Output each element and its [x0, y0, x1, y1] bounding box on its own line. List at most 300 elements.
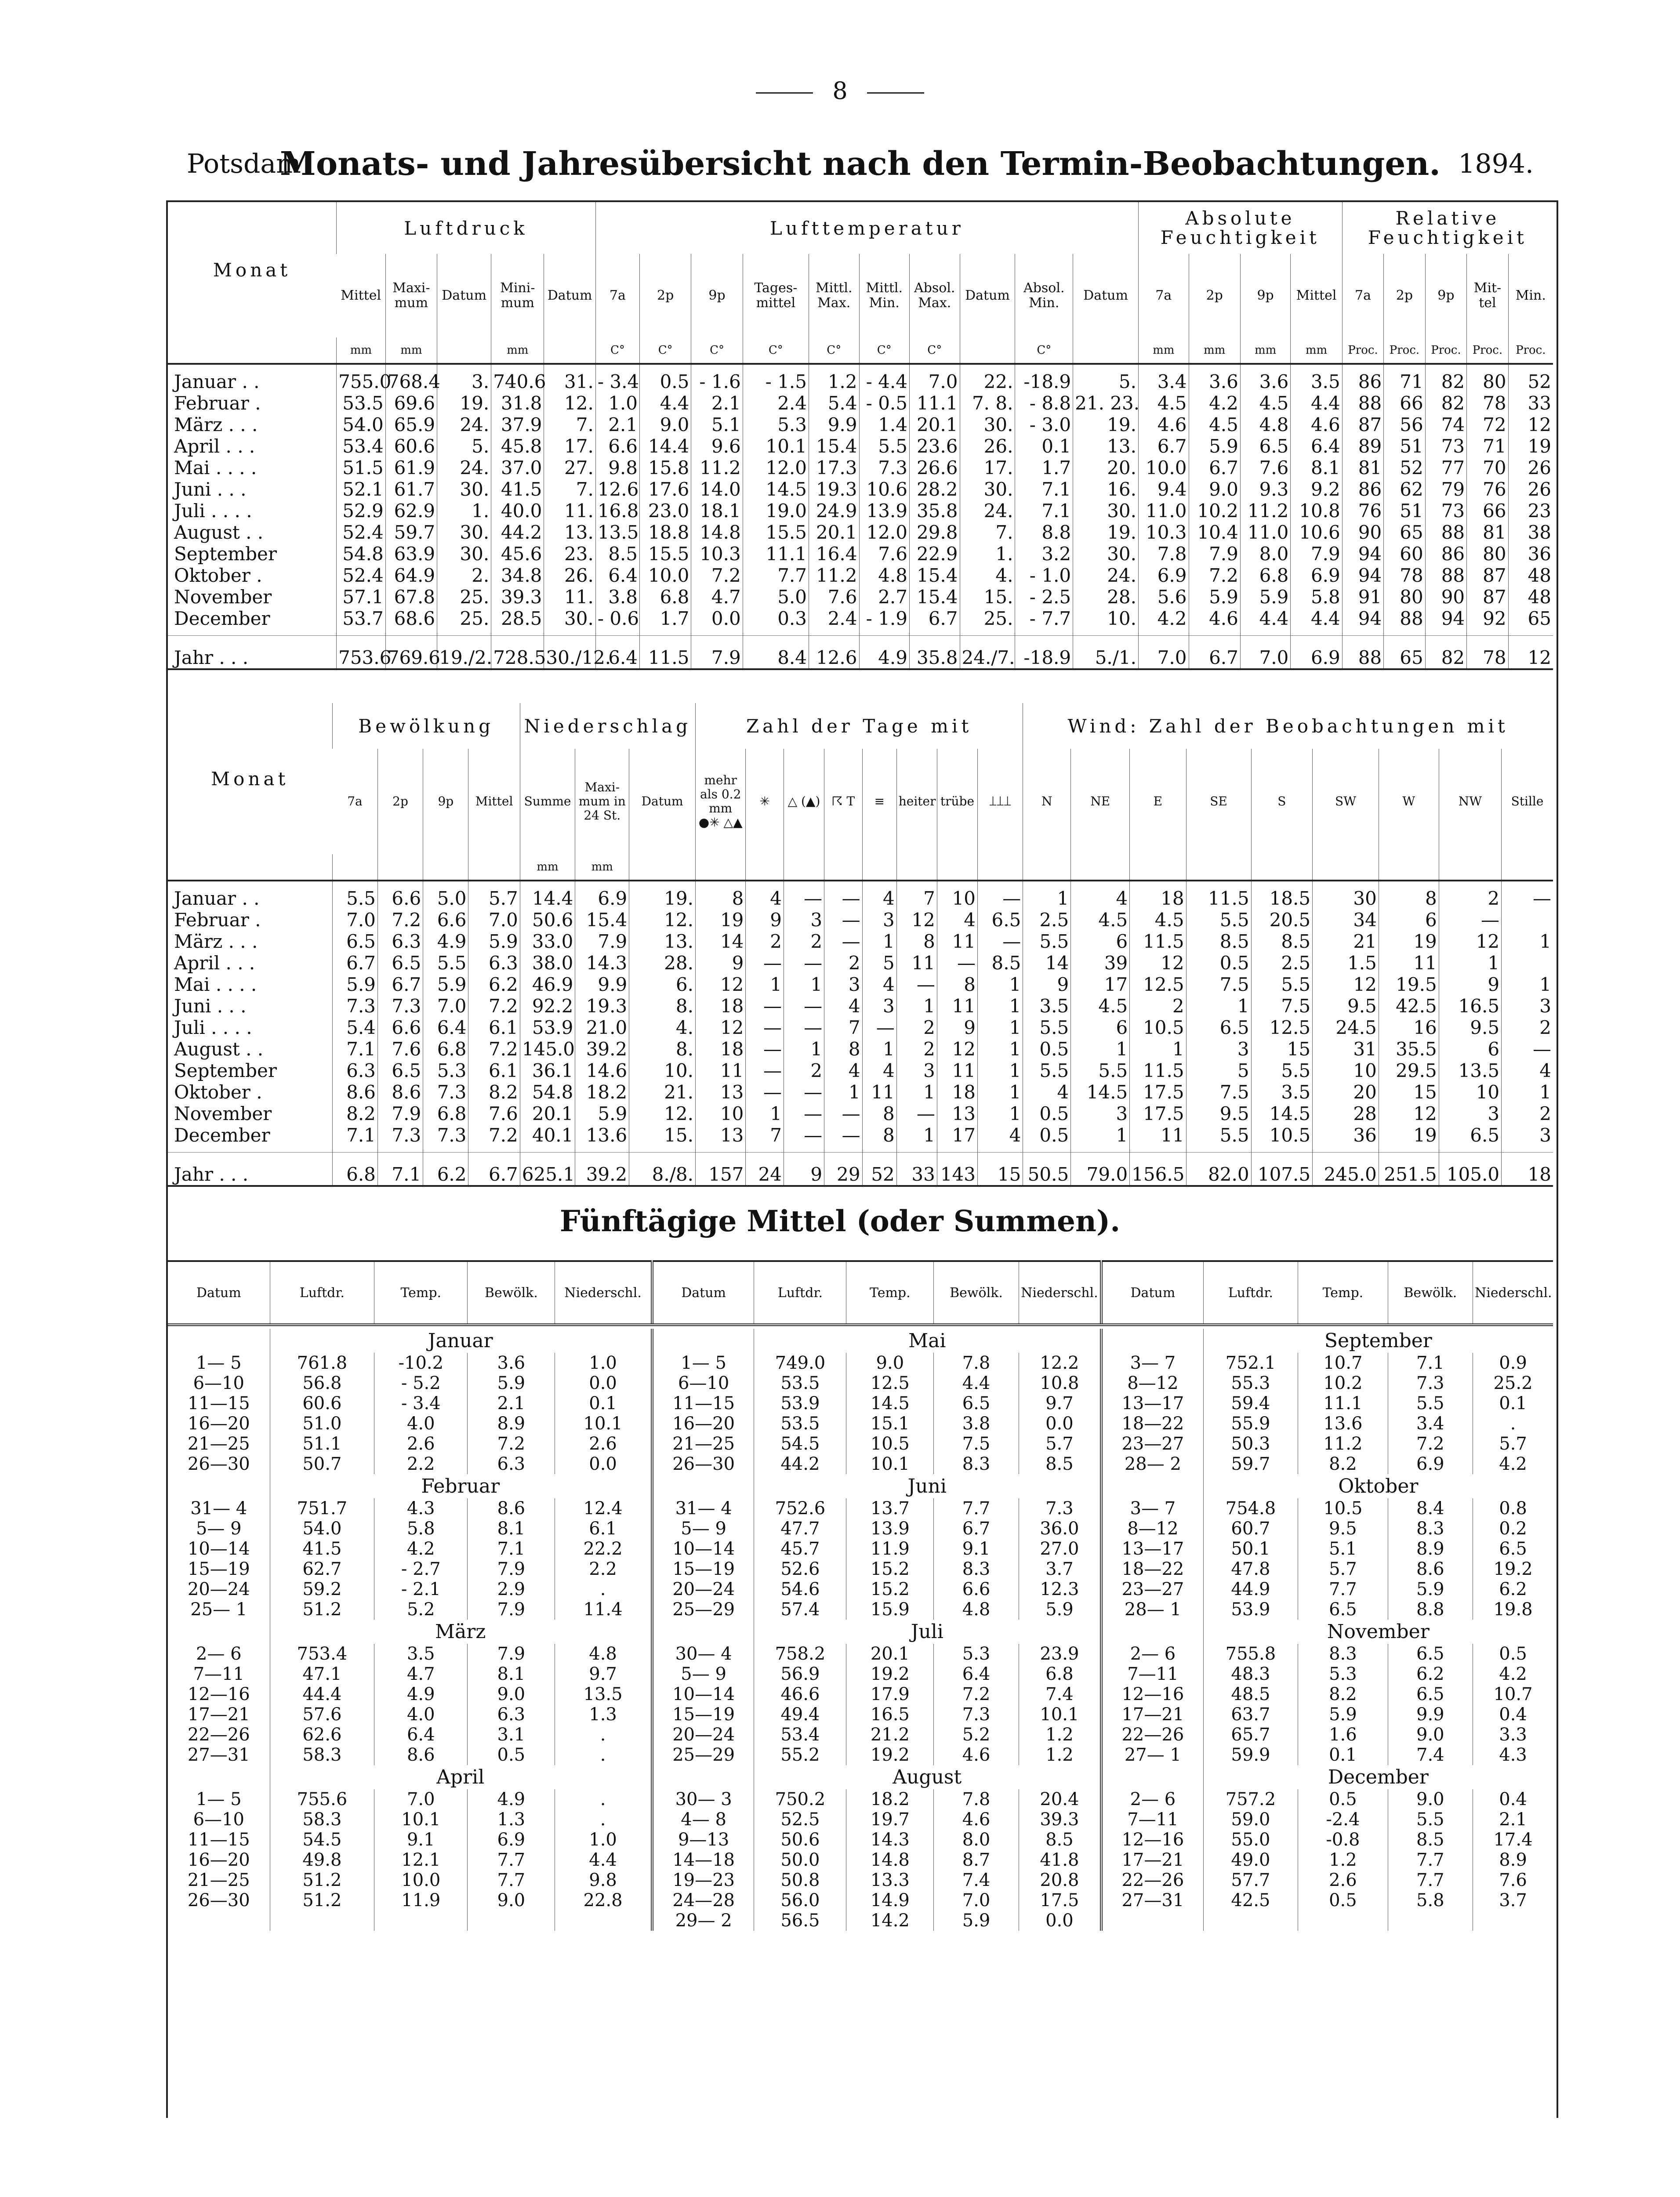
- data-cell: 46.9: [520, 974, 575, 995]
- data-cell: 40.0: [491, 500, 544, 522]
- year-cell: 6.7: [1189, 636, 1240, 670]
- data-cell: - 1.6: [691, 371, 743, 392]
- five-day-cell: .: [555, 1789, 652, 1809]
- data-cell: 7.2: [468, 995, 520, 1017]
- data-cell: 1: [978, 1060, 1023, 1081]
- data-cell: 6.9: [575, 888, 629, 909]
- five-day-cell: 4.4: [934, 1373, 1019, 1393]
- month-name: April . . .: [174, 435, 255, 457]
- data-cell: 57.1: [337, 586, 386, 608]
- data-cell: 7.2: [691, 565, 743, 586]
- five-day-cell: 1— 5: [196, 1353, 242, 1373]
- data-cell: 0.5: [1023, 1103, 1071, 1124]
- five-day-col-header: Niederschl.: [555, 1261, 652, 1325]
- five-day-cell: 44.9: [1203, 1579, 1298, 1599]
- data-cell: 12: [937, 1038, 977, 1060]
- data-cell: 1: [978, 995, 1023, 1017]
- year-cell: 6.7: [468, 1153, 520, 1186]
- data-cell: 11: [937, 1060, 977, 1081]
- col-header: Absol. Max.: [910, 254, 960, 337]
- five-day-cell: 57.7: [1203, 1870, 1298, 1890]
- data-cell: —: [824, 888, 863, 909]
- data-cell: 1: [1502, 1081, 1553, 1103]
- data-cell: 16.4: [809, 543, 860, 565]
- five-day-cell: 51.2: [270, 1890, 374, 1911]
- col-header: 7a: [1342, 254, 1383, 337]
- five-day-cell: 0.5: [468, 1745, 555, 1765]
- data-cell: 71: [1384, 371, 1425, 392]
- data-cell: - 3.0: [1015, 414, 1073, 435]
- five-day-cell: 7.9: [468, 1644, 555, 1664]
- data-cell: 6.6: [595, 435, 639, 457]
- data-cell: 7.: [544, 414, 595, 435]
- data-cell: 4.4: [1240, 608, 1291, 629]
- table-row: [168, 1038, 1553, 1060]
- data-cell: 1: [824, 1081, 863, 1103]
- data-cell: 6.4: [1291, 435, 1342, 457]
- data-cell: 1.5: [1313, 952, 1379, 974]
- data-cell: 1: [978, 974, 1023, 995]
- five-day-col-header: Luftdr.: [754, 1261, 846, 1325]
- five-day-cell: 8.2: [1298, 1454, 1388, 1474]
- data-cell: 8: [862, 1103, 896, 1124]
- data-cell: 5.5: [1071, 1060, 1130, 1081]
- data-cell: 5.4: [809, 392, 860, 414]
- data-cell: 60.6: [385, 435, 437, 457]
- data-cell: 4.5: [1071, 995, 1130, 1017]
- five-day-cell: 11.9: [374, 1890, 468, 1911]
- data-cell: 7.0: [468, 909, 520, 931]
- data-cell: 1: [746, 974, 784, 995]
- data-cell: 4: [1502, 1060, 1553, 1081]
- col-header: S: [1251, 749, 1313, 854]
- five-day-cell: 9.0: [846, 1353, 934, 1373]
- five-day-cell: 19.8: [1473, 1599, 1553, 1620]
- table-row: [168, 931, 1553, 952]
- col-header: ⟘⟘⟘: [978, 749, 1023, 854]
- five-day-cell: 8—12: [1101, 1373, 1203, 1393]
- data-cell: 94: [1342, 608, 1383, 629]
- data-cell: 54.8: [337, 543, 386, 565]
- year-cell: 157: [695, 1153, 745, 1186]
- month-name: August . .: [174, 522, 264, 543]
- year-cell: 19./2.: [437, 636, 491, 670]
- data-cell: 18.2: [575, 1081, 629, 1103]
- five-day-cell: 10.7: [1473, 1684, 1553, 1704]
- blank-cell: [168, 1911, 270, 1931]
- data-cell: 740.6: [491, 371, 544, 392]
- five-day-cell: 27.0: [1019, 1539, 1101, 1559]
- data-cell: 4.6: [1189, 608, 1240, 629]
- data-cell: 11.1: [743, 543, 809, 565]
- five-day-cell: 12.5: [846, 1373, 934, 1393]
- five-day-cell: 59.0: [1203, 1809, 1298, 1830]
- data-cell: - 0.5: [859, 392, 910, 414]
- data-cell: 6.7: [332, 952, 377, 974]
- five-day-cell: 1— 5: [196, 1789, 242, 1809]
- data-cell: 6.8: [640, 586, 691, 608]
- data-cell: —: [824, 1103, 863, 1124]
- five-day-cell: 5.3: [934, 1644, 1019, 1664]
- data-cell: 15.4: [910, 565, 960, 586]
- five-day-cell: 1.0: [555, 1353, 652, 1373]
- blank-cell: [270, 1911, 374, 1931]
- five-day-cell: 22—26: [187, 1725, 250, 1745]
- five-day-cell: 24—28: [652, 1890, 754, 1911]
- five-day-cell: 10—14: [652, 1539, 754, 1559]
- five-day-cell: 29— 2: [652, 1911, 754, 1931]
- data-cell: 6.5: [978, 909, 1023, 931]
- five-day-cell: 8.9: [1473, 1850, 1553, 1870]
- five-day-cell: 15.2: [846, 1559, 934, 1579]
- col-header: Mittel: [341, 287, 381, 303]
- five-day-month-label: Oktober: [1203, 1474, 1553, 1498]
- data-cell: 10.1: [743, 435, 809, 457]
- five-day-cell: 2.6: [374, 1434, 468, 1454]
- five-day-cell: 2.2: [374, 1454, 468, 1474]
- data-cell: 56: [1384, 414, 1425, 435]
- five-day-cell: 56.0: [754, 1890, 846, 1911]
- data-cell: 5.9: [1240, 586, 1291, 608]
- data-cell: 2: [1439, 888, 1501, 909]
- data-cell: 24.5: [1313, 1017, 1379, 1038]
- five-day-cell: 2— 6: [1101, 1644, 1203, 1664]
- data-cell: 3.5: [1023, 995, 1071, 1017]
- five-day-cell: 7.1: [468, 1539, 555, 1559]
- data-cell: 9.4: [1139, 479, 1189, 500]
- data-cell: - 0.6: [595, 608, 639, 629]
- five-day-cell: 22—26: [1101, 1725, 1203, 1745]
- data-cell: 88: [1384, 608, 1425, 629]
- data-cell: 62: [1384, 479, 1425, 500]
- five-day-row: [168, 1664, 1553, 1684]
- data-cell: 88: [1342, 392, 1383, 414]
- five-day-cell: 0.4: [1473, 1704, 1553, 1725]
- data-cell: 28.: [629, 952, 696, 974]
- data-cell: 24.: [1073, 565, 1139, 586]
- five-day-cell: 48.5: [1203, 1684, 1298, 1704]
- data-cell: 5.: [437, 435, 491, 457]
- five-day-cell: 31— 4: [190, 1498, 247, 1519]
- five-day-cell: 2.9: [468, 1579, 555, 1599]
- data-cell: 15.4: [809, 435, 860, 457]
- five-day-cell: 22.8: [555, 1890, 652, 1911]
- five-day-cell: 28— 2: [1101, 1454, 1203, 1474]
- data-cell: 4.4: [1291, 392, 1342, 414]
- data-cell: 41.5: [491, 479, 544, 500]
- data-cell: 9: [1439, 974, 1501, 995]
- five-day-cell: 5.2: [374, 1599, 468, 1620]
- data-cell: 14.5: [743, 479, 809, 500]
- table-row: [168, 565, 1553, 586]
- year-cell: 15: [978, 1153, 1023, 1186]
- month-name: Mai . . . .: [174, 974, 257, 995]
- unit-label: [629, 854, 696, 881]
- five-day-cell: 5.8: [1388, 1890, 1473, 1911]
- five-day-row: [168, 1579, 1553, 1599]
- five-day-cell: 27— 1: [1101, 1745, 1203, 1765]
- year-cell: 6.4: [595, 636, 639, 670]
- five-day-cell: 12—16: [187, 1684, 250, 1704]
- data-cell: 1.: [437, 500, 491, 522]
- data-cell: 4.8: [1240, 414, 1291, 435]
- five-day-cell: 25— 1: [190, 1599, 247, 1620]
- unit-label: mm: [1291, 337, 1342, 364]
- five-day-cell: 14.3: [846, 1830, 934, 1850]
- data-cell: 5.5: [1251, 1060, 1313, 1081]
- unit-label: [978, 854, 1023, 881]
- data-cell: 12.6: [595, 479, 639, 500]
- col-header: Summe: [520, 749, 575, 854]
- data-cell: 4: [1071, 888, 1130, 909]
- data-cell: 94: [1342, 565, 1383, 586]
- five-day-cell: 4.0: [374, 1704, 468, 1725]
- year-cell: 79.0: [1071, 1153, 1130, 1186]
- data-cell: 48: [1508, 565, 1553, 586]
- data-cell: 12: [1313, 974, 1379, 995]
- five-day-cell: 50.7: [270, 1454, 374, 1474]
- data-cell: 20.1: [910, 414, 960, 435]
- five-day-cell: 3.8: [934, 1414, 1019, 1434]
- table-row: [168, 1081, 1553, 1103]
- year-cell: 88: [1342, 636, 1383, 670]
- month-name: November: [174, 1103, 272, 1124]
- five-day-cell: 750.2: [754, 1789, 846, 1809]
- unit-label: Proc.: [1384, 337, 1425, 364]
- data-cell: 87: [1467, 586, 1508, 608]
- data-cell: 10: [1313, 1060, 1379, 1081]
- data-cell: 26.6: [910, 457, 960, 479]
- year-row: [168, 636, 1553, 670]
- unit-label: [1073, 337, 1139, 364]
- five-day-cell: 9.9: [1388, 1704, 1473, 1725]
- year-cell: 29: [824, 1153, 863, 1186]
- data-cell: 8: [937, 974, 977, 995]
- five-day-cell: 57.4: [754, 1599, 846, 1620]
- data-cell: 20.1: [520, 1103, 575, 1124]
- data-cell: 17.5: [1130, 1103, 1186, 1124]
- five-day-cell: 8.3: [934, 1454, 1019, 1474]
- five-day-cell: 7.3: [1019, 1498, 1101, 1519]
- data-cell: 12: [1130, 952, 1186, 974]
- data-cell: 0.1: [1015, 435, 1073, 457]
- unit-label: [1313, 854, 1379, 881]
- data-cell: 3: [896, 1060, 937, 1081]
- data-cell: 7.0: [423, 995, 468, 1017]
- data-cell: 6.1: [468, 1017, 520, 1038]
- year-cell: 251.5: [1379, 1153, 1439, 1186]
- year-cell: 625.1: [520, 1153, 575, 1186]
- data-cell: 1: [896, 995, 937, 1017]
- unit-label: Proc.: [1508, 337, 1553, 364]
- data-cell: 35.5: [1379, 1038, 1439, 1060]
- month-name: November: [174, 586, 272, 608]
- data-cell: 45.8: [491, 435, 544, 457]
- col-header: Maxi-mum in 24 St.: [575, 749, 629, 854]
- col-header: Tages-mittel: [743, 254, 809, 337]
- data-cell: —: [824, 909, 863, 931]
- five-day-cell: 10.5: [1298, 1498, 1388, 1519]
- unit-label: [896, 854, 937, 881]
- data-cell: 86: [1425, 543, 1466, 565]
- data-cell: 7.9: [377, 1103, 423, 1124]
- five-day-cell: 8.6: [374, 1745, 468, 1765]
- month-name: März . . .: [174, 931, 258, 952]
- data-cell: 9: [746, 909, 784, 931]
- year-cell: 5./1.: [1073, 636, 1139, 670]
- year-label: Jahr . . .: [168, 636, 337, 670]
- data-cell: 8.5: [595, 543, 639, 565]
- five-day-cell: 9.0: [1388, 1789, 1473, 1809]
- data-cell: 11: [695, 1060, 745, 1081]
- data-cell: 6.7: [910, 608, 960, 629]
- five-day-cell: 6—10: [193, 1373, 244, 1393]
- data-cell: 10: [695, 1103, 745, 1124]
- month-name: Juli . . . .: [174, 1017, 252, 1038]
- data-cell: 22.9: [910, 543, 960, 565]
- five-day-cell: 17.4: [1473, 1830, 1553, 1850]
- data-cell: 10.5: [1130, 1017, 1186, 1038]
- data-cell: 22.: [960, 371, 1015, 392]
- data-cell: 7.1: [1015, 500, 1073, 522]
- five-day-cell: 0.0: [1019, 1414, 1101, 1434]
- data-cell: 53.7: [337, 608, 386, 629]
- data-cell: 13.6: [575, 1124, 629, 1146]
- data-cell: 37.9: [491, 414, 544, 435]
- five-day-month-label: Januar: [270, 1329, 652, 1353]
- year-cell: 82: [1425, 636, 1466, 670]
- five-day-cell: 6.1: [555, 1519, 652, 1539]
- unit-label: [332, 854, 377, 881]
- table-row: [168, 995, 1553, 1017]
- col-header: ≡: [862, 749, 896, 854]
- data-cell: 1: [896, 1081, 937, 1103]
- five-day-cell: 9.5: [1298, 1519, 1388, 1539]
- data-cell: 8: [896, 931, 937, 952]
- data-cell: —: [784, 952, 824, 974]
- five-day-cell: 11—15: [652, 1393, 754, 1414]
- data-cell: 40.1: [520, 1124, 575, 1146]
- five-day-cell: 6—10: [193, 1809, 244, 1830]
- data-cell: 24.: [960, 500, 1015, 522]
- five-day-cell: 8—12: [1101, 1519, 1203, 1539]
- data-cell: 14.0: [691, 479, 743, 500]
- five-day-cell: 3.1: [468, 1725, 555, 1745]
- five-day-cell: 14.2: [846, 1911, 934, 1931]
- five-day-cell: 21—25: [652, 1434, 754, 1454]
- data-cell: 33.0: [520, 931, 575, 952]
- five-day-cell: 5.5: [1388, 1393, 1473, 1414]
- five-day-cell: 10.1: [846, 1454, 934, 1474]
- data-cell: 1.0: [595, 392, 639, 414]
- data-cell: 2: [896, 1017, 937, 1038]
- five-day-cell: 8.1: [468, 1519, 555, 1539]
- data-cell: 79: [1425, 479, 1466, 500]
- data-cell: 5: [1186, 1060, 1251, 1081]
- five-day-cell: 755.8: [1203, 1644, 1298, 1664]
- data-cell: 12.5: [1130, 974, 1186, 995]
- five-day-col-header: Bewölk.: [1388, 1261, 1473, 1325]
- data-cell: 3: [784, 909, 824, 931]
- five-day-cell: 8.4: [1388, 1498, 1473, 1519]
- five-day-cell: 0.9: [1473, 1353, 1553, 1373]
- data-cell: 5.9: [332, 974, 377, 995]
- five-day-cell: 25.2: [1473, 1373, 1553, 1393]
- five-day-cell: 0.2: [1473, 1519, 1553, 1539]
- five-day-cell: 27—31: [187, 1745, 250, 1765]
- data-cell: 7.3: [332, 995, 377, 1017]
- five-day-cell: 15.1: [846, 1414, 934, 1434]
- year-cell: 24./7.: [960, 636, 1015, 670]
- five-day-cell: 63.7: [1203, 1704, 1298, 1725]
- data-cell: 2: [1502, 1017, 1553, 1038]
- data-cell: 7.2: [468, 1038, 520, 1060]
- five-day-row: [168, 1414, 1553, 1434]
- data-cell: 14.4: [640, 435, 691, 457]
- col-header: △ (▲): [784, 749, 824, 854]
- five-day-cell: 6.4: [374, 1725, 468, 1745]
- five-day-cell: 59.4: [1203, 1393, 1298, 1414]
- data-cell: 14.5: [1251, 1103, 1313, 1124]
- five-day-cell: 21—25: [187, 1870, 250, 1890]
- five-day-cell: 8.7: [934, 1850, 1019, 1870]
- five-day-cell: 23—27: [1101, 1579, 1203, 1599]
- data-cell: 0.0: [691, 608, 743, 629]
- data-cell: 4: [746, 888, 784, 909]
- blank-cell: [1101, 1765, 1203, 1789]
- five-day-cell: 8.8: [1388, 1599, 1473, 1620]
- data-cell: 5.5: [423, 952, 468, 974]
- five-day-row: [168, 1890, 1553, 1911]
- unit-label: [746, 854, 784, 881]
- five-day-cell: 12—16: [1101, 1684, 1203, 1704]
- data-cell: 66: [1467, 500, 1508, 522]
- data-cell: 39.3: [491, 586, 544, 608]
- data-cell: 3.6: [1189, 371, 1240, 392]
- data-cell: 5.9: [468, 931, 520, 952]
- data-cell: 12.: [629, 1103, 696, 1124]
- five-day-cell: 19.7: [846, 1809, 934, 1830]
- five-day-cell: .: [555, 1579, 652, 1599]
- five-day-cell: 41.8: [1019, 1850, 1101, 1870]
- five-day-cell: 55.9: [1203, 1414, 1298, 1434]
- five-day-cell: 754.8: [1203, 1498, 1298, 1519]
- five-day-cell: 7.9: [468, 1559, 555, 1579]
- unit-label: [1023, 854, 1071, 881]
- data-cell: 30: [1313, 888, 1379, 909]
- five-day-cell: 4.8: [934, 1599, 1019, 1620]
- five-day-cell: 48.3: [1203, 1664, 1298, 1684]
- col-header: 2p: [640, 254, 691, 337]
- data-cell: 36.1: [520, 1060, 575, 1081]
- five-day-cell: 7.3: [934, 1704, 1019, 1725]
- data-cell: 27.: [544, 457, 595, 479]
- year-cell: 8./8.: [629, 1153, 696, 1186]
- page-number: 8: [0, 77, 1680, 105]
- data-cell: 31.: [544, 371, 595, 392]
- five-day-cell: 21—25: [187, 1434, 250, 1454]
- data-cell: 42.5: [1379, 995, 1439, 1017]
- col-header: ✳: [746, 749, 784, 854]
- year-cell: 156.5: [1130, 1153, 1186, 1186]
- data-cell: 8.1: [1291, 457, 1342, 479]
- data-cell: 7: [896, 888, 937, 909]
- data-cell: —: [978, 888, 1023, 909]
- table-row: [168, 414, 1553, 435]
- data-cell: 36: [1313, 1124, 1379, 1146]
- data-cell: 19.5: [1379, 974, 1439, 995]
- data-cell: 19.: [437, 392, 491, 414]
